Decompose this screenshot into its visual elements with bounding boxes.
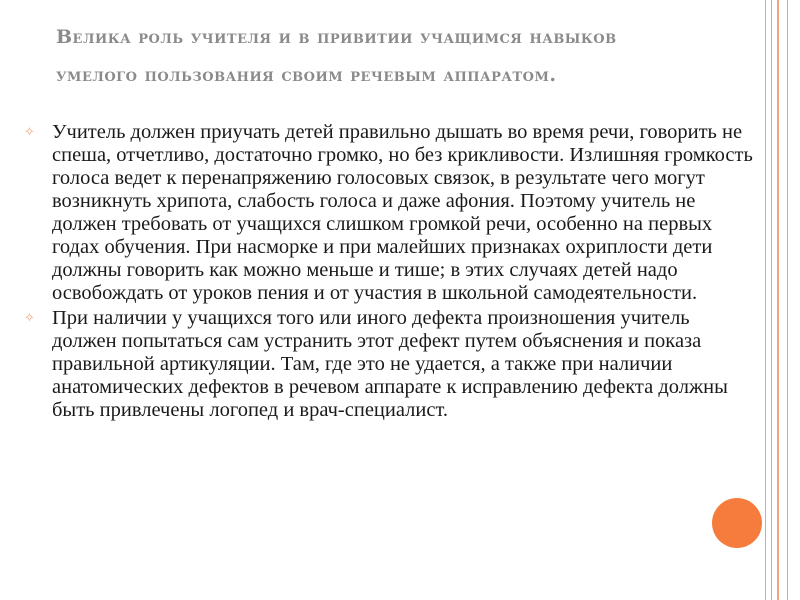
slide-title: Велика роль учителя и в привитии учащимся навыков умелого пользования своим речевым аппаратом. [56, 26, 617, 86]
bullet-text: При наличии у учащихся того или иного дефекта произношения учитель должен попытаться сам устранить этот дефект путем объяснения и показа правильной артикуляции. Там, где это не удается, а также при наличии анатомических дефектов в речевом аппарате к исправлению дефекта должны быть привлечены логопед и врач-специалист. [52, 307, 728, 421]
bullet-icon: ✧ [24, 125, 35, 140]
decorative-vertical-line [787, 0, 788, 600]
bullet-text: Учитель должен приучать детей правильно дышать во время речи, говорить не спеша, отчетливо, достаточно громко, но без крикливости. Излишняя громкость голоса ведет к перенапряжению голосовых связок, в результате чего могут возникнуть хрипота, слабость голоса и даже афония. Поэтому учитель не должен требовать от учащихся слишком громкой речи, особенно на первых годах обучения. При насморке и при малейших признаках охриплости дети должны говорить как можно меньше и тише; в этих случаях детей надо освобождать от уроков пения и от участия в школьной самодеятельности. [52, 121, 753, 304]
bullet-list [24, 121, 754, 424]
decorative-vertical-line [771, 0, 772, 600]
decorative-orange-circle [712, 498, 762, 548]
bullet-icon: ✧ [24, 311, 35, 326]
bullet-item [24, 121, 754, 305]
bullet-item [24, 307, 754, 422]
decorative-vertical-line [765, 0, 766, 600]
decorative-vertical-line [777, 0, 779, 600]
